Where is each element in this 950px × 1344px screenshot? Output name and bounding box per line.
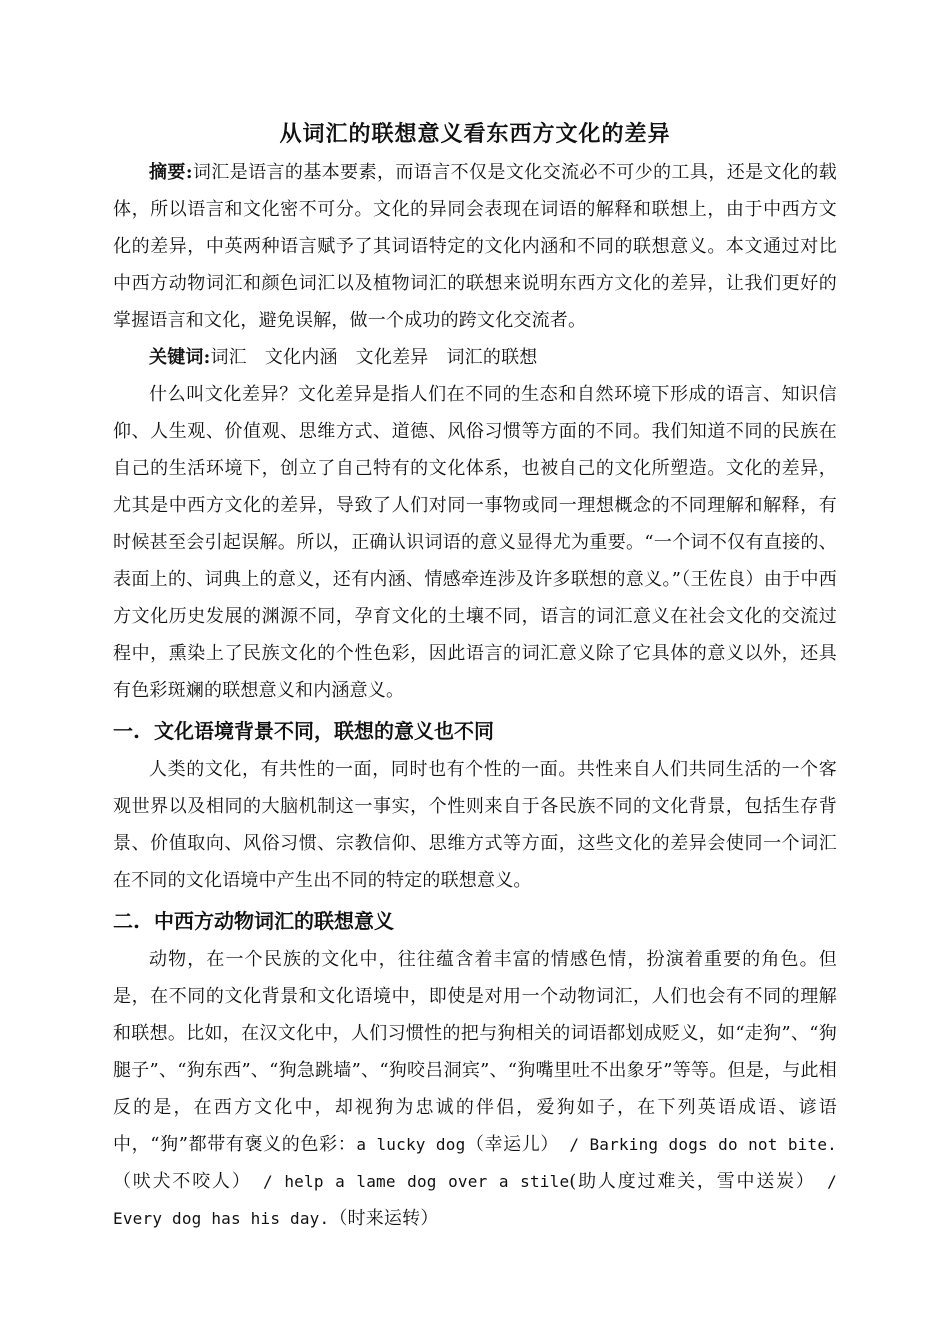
example-separator: / — [815, 1172, 838, 1191]
example-english: help a lame dog over a stile — [284, 1172, 570, 1191]
section-1-title: 文化语境背景不同，联想的意义也不同 — [153, 719, 494, 743]
keyword-item: 词汇的联想 — [446, 347, 538, 368]
keywords-paragraph — [113, 339, 837, 376]
intro-paragraph: 什么叫文化差异？文化差异是指人们在不同的生态和自然环境下形成的语言、知识信仰、人生观、价值观、思维方式、道德、风俗习惯等方面的不同。我们知道不同的民族在自己的生活环境下，创立了自己特有的文化体系，也被自己的文化所塑造。文化的差异，尤其是中西方文化的差异，导致了人们对同一事物或同一理想概念的不同理解和解释，有时候甚至会引起误解。所以，正确认识词语的意义显得尤为重要。“一个词不仅有直接的、表面上的、词典上的意义，还有内涵、情感牵连涉及许多联想的意义。”（王佐良）由于中西方文化历史发展的渊源不同，孕育文化的土壤不同，语言的词汇意义在社会文化的交流过程中，熏染上了民族文化的个性色彩，因此语言的词汇意义除了它具体的意义以外，还具有色彩斑斓的联想意义和内涵意义。 — [113, 384, 837, 701]
section-2-heading — [113, 901, 837, 941]
section-2-paragraph — [113, 941, 837, 1237]
section-2-number: 二. — [113, 909, 140, 933]
example-english: Barking dogs do not bite. — [589, 1135, 838, 1154]
example-english: a lucky dog — [356, 1135, 466, 1154]
keywords-label: 关键词: — [149, 347, 211, 368]
example-english: Every dog has his day. — [113, 1209, 330, 1228]
keyword-item: 文化内涵 — [264, 347, 338, 368]
document-title: 从词汇的联想意义看东西方文化的差异 — [279, 121, 671, 147]
example-translation: (助人度过难关，雪中送炭） — [569, 1171, 816, 1192]
section-2-text: 动物，在一个民族的文化中，往往蕴含着丰富的情感色情，扮演着重要的角色。但是，在不同的文化背景和文化语境中，即使是对用一个动物词汇，人们也会有不同的理解和联想。比如，在汉文化中，人们习惯性的把与狗相关的词语都划成贬义，如“走狗”、“狗腿子”、“狗东西”、“狗急跳墙”、“狗咬吕洞宾”、“狗嘴里吐不出象牙”等等。但是，与此相反的是，在西方文化中，却视狗为忠诚的伴侣，爱狗如子，在下列英语成语、谚语中，“狗”都带有褒义的色彩： — [113, 949, 837, 1155]
example-translation: （幸运儿） — [465, 1134, 560, 1155]
keyword-item: 词汇 — [210, 347, 247, 368]
example-separator: / — [559, 1135, 590, 1154]
document-page — [113, 118, 837, 1237]
keyword-item: 文化差异 — [355, 347, 429, 368]
abstract-text: 词汇是语言的基本要素，而语言不仅是文化交流必不可少的工具，还是文化的载体，所以语言和文化密不可分。文化的异同会表现在词语的解释和联想上，由于中西方文化的差异，中英两种语言赋予了其词语特定的文化内涵和不同的联想意义。本文通过对比中西方动物词汇和颜色词汇以及植物词汇的联想来说明东西方文化的差异，让我们更好的掌握语言和文化，避免误解，做一个成功的跨文化交流者。 — [113, 162, 837, 331]
section-1-heading — [113, 711, 837, 751]
section-1-number: 一. — [113, 719, 140, 743]
section-2-title: 中西方动物词汇的联想意义 — [153, 909, 394, 933]
abstract-paragraph — [113, 154, 837, 339]
example-translation: （时来运转） — [329, 1208, 439, 1229]
example-separator: / — [251, 1172, 285, 1191]
section-1-paragraph: 人类的文化，有共性的一面，同时也有个性的一面。共性来自人们共同生活的一个客观世界以及相同的大脑机制这一事实，个性则来自于各民族不同的文化背景，包括生存背景、价值取向、风俗习惯、宗教信仰、思维方式等方面，这些文化的差异会使同一个词汇在不同的文化语境中产生出不同的特定的联想意义。 — [113, 759, 837, 891]
abstract-label: 摘要: — [149, 162, 193, 183]
example-translation: （吠犬不咬人） — [113, 1171, 252, 1192]
